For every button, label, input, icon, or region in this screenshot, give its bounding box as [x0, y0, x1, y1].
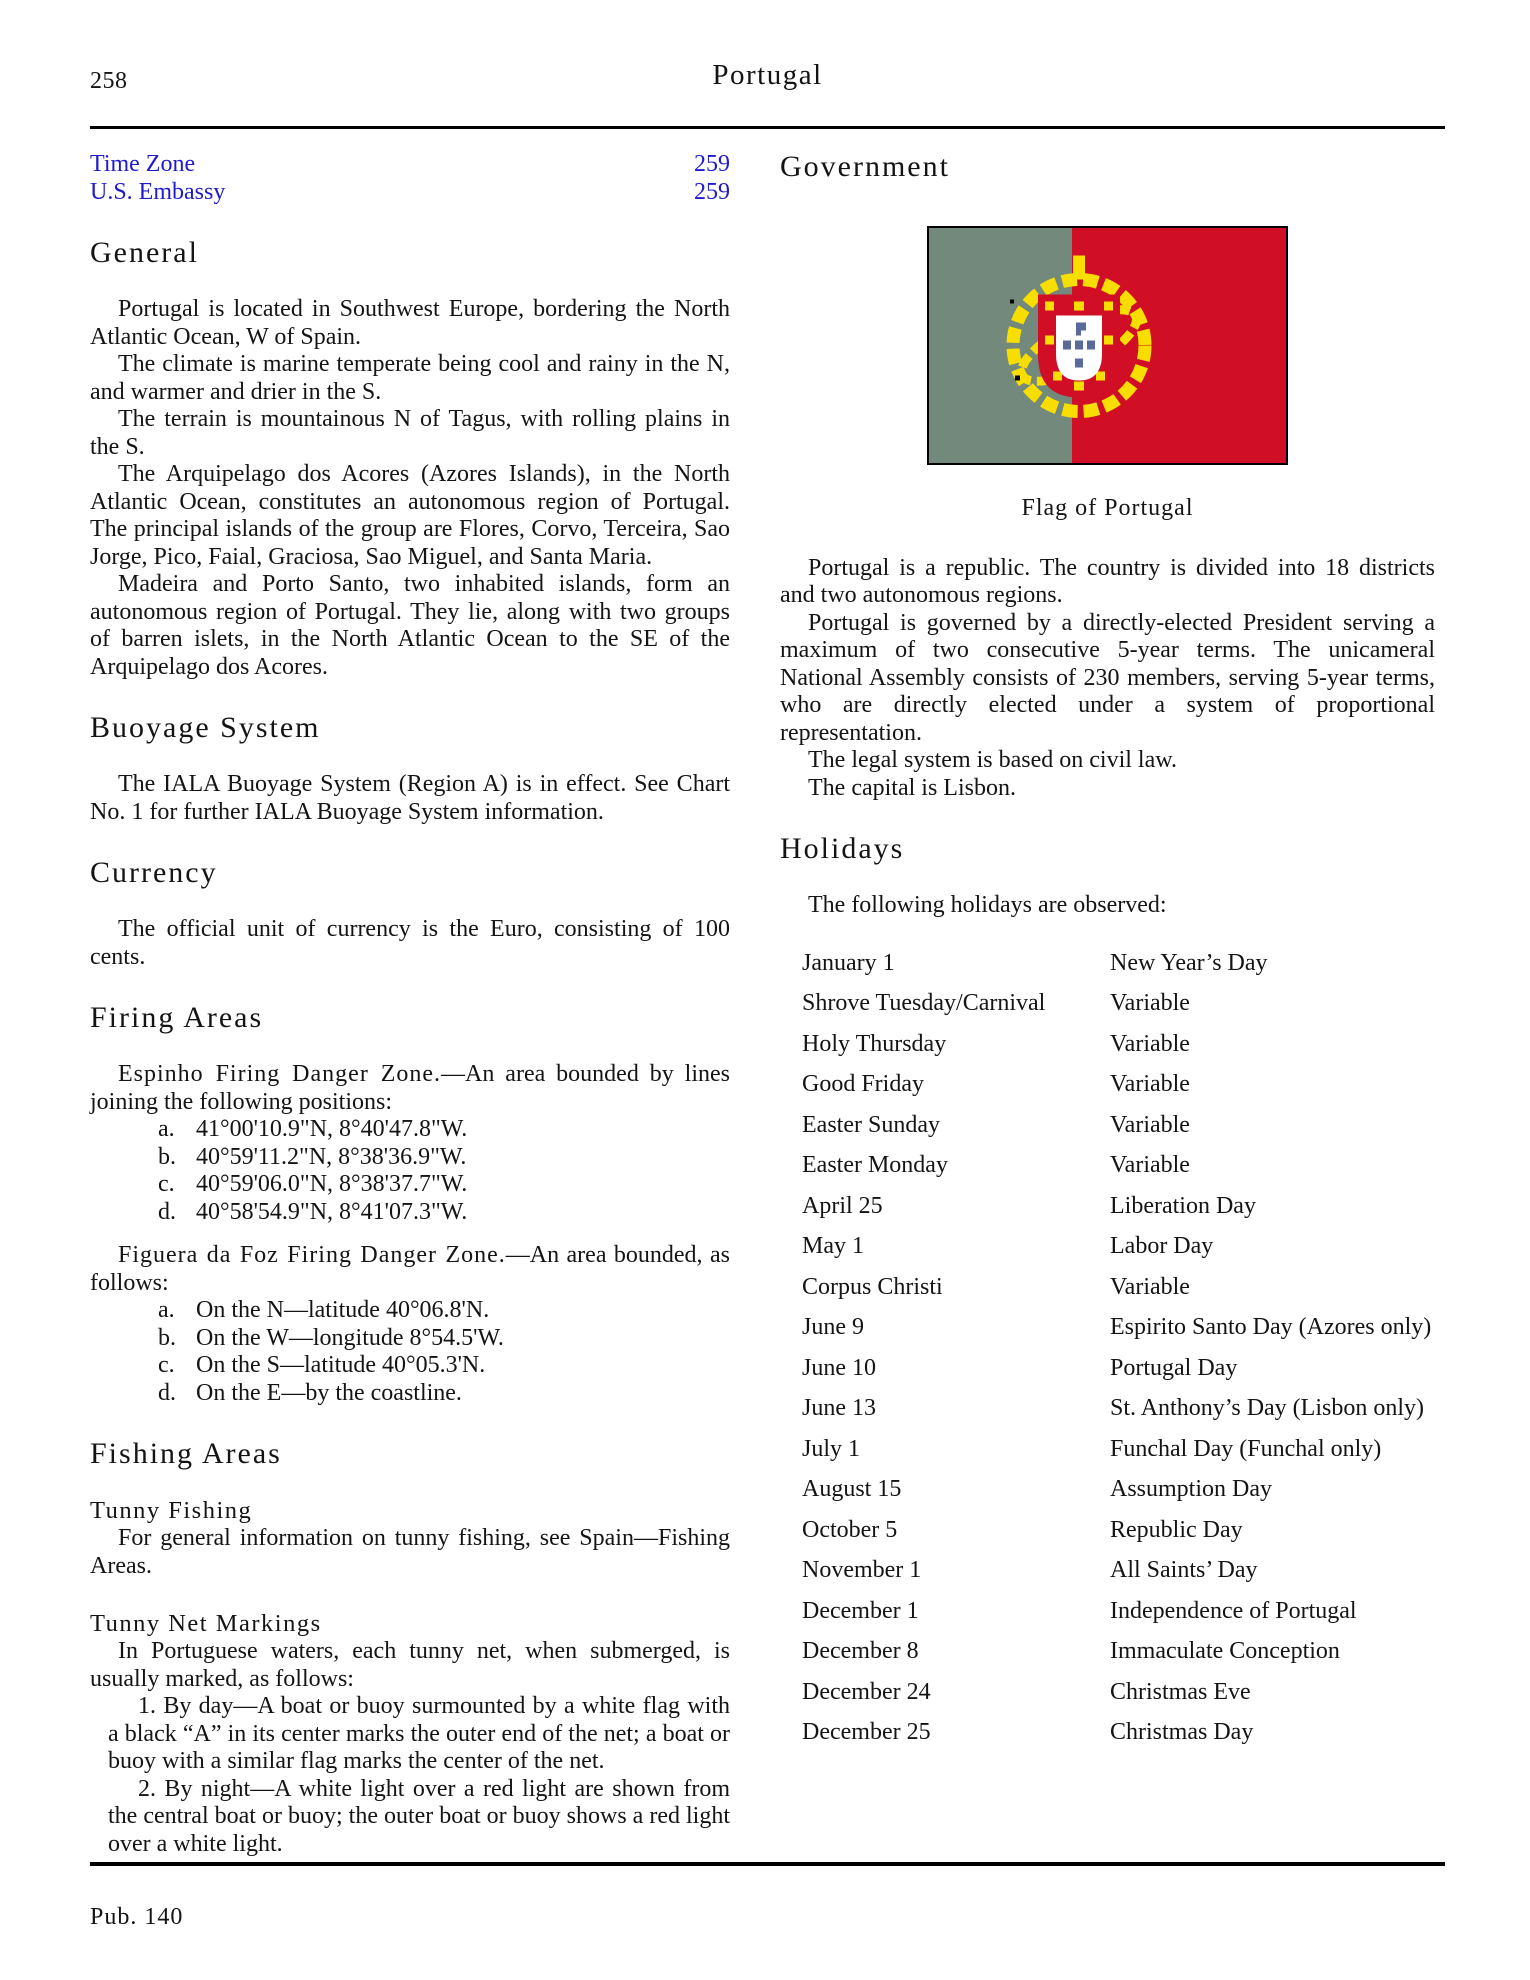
paragraph: The Arquipelago dos Acores (Azores Islands), in the North Atlantic Ocean, constitutes an autonomous region of Portugal. The principal islands of the group are Flores, Corvo, Terceira, Sao Jorge, Pico, Faial, Graciosa, Sao Miguel, and Santa Maria. [90, 461, 730, 570]
paragraph: The capital is Lisbon. [808, 774, 1016, 801]
tunny-fishing-paragraph: For general information on tunny fishing, see Spain—Fishing Areas. [90, 1525, 730, 1579]
figuera-position [158, 1352, 730, 1380]
holiday-name: Funchal Day (Funchal only) [1110, 1435, 1382, 1462]
flag-caption: Flag of Portugal [1021, 495, 1194, 521]
holiday-name: Christmas Day [1110, 1719, 1254, 1745]
holiday-name: Christmas Eve [1110, 1678, 1251, 1705]
holiday-date: August 15 [802, 1476, 902, 1502]
figuera-position [158, 1325, 730, 1353]
toc-row [90, 150, 730, 178]
holidays-intro: The following holidays are observed: [808, 892, 1167, 918]
publication-label: Pub. 140 [90, 1904, 184, 1930]
paragraph: The terrain is mountainous N of Tagus, with rolling plains in the S. [90, 406, 730, 460]
holiday-date: Holy Thursday [802, 1030, 947, 1057]
holiday-date: April 25 [802, 1192, 883, 1219]
holiday-date: Shrove Tuesday/Carnival [802, 990, 1046, 1016]
position-value: 40°58'54.9"N, 8°41'07.3"W. [196, 1198, 468, 1225]
toc-link[interactable]: U.S. Embassy [90, 179, 226, 205]
page-number: 258 [90, 68, 128, 94]
position-value: 40°59'06.0"N, 8°38'37.7"W. [196, 1171, 468, 1197]
holiday-name: Republic Day [1110, 1516, 1243, 1543]
espinho-position [158, 1144, 730, 1172]
subheading-tunny-net-markings: Tunny Net Markings [90, 1610, 322, 1637]
tunny-net-item: 1. By day—A boat or buoy surmounted by a white flag with a black “A” in its center marks the outer end of the net; a boat or buoy with a similar flag marks the center of the net. [108, 1693, 730, 1774]
holiday-name: Labor Day [1110, 1233, 1214, 1259]
holiday-date: December 25 [802, 1719, 931, 1745]
holiday-date: Easter Monday [802, 1152, 948, 1178]
section-heading-general: General [90, 236, 199, 269]
holiday-date: July 1 [802, 1435, 861, 1462]
holiday-name: Variable [1110, 1030, 1190, 1057]
holiday-date: June 13 [802, 1395, 876, 1421]
holiday-date: Good Friday [802, 1071, 924, 1097]
espinho-zone-rest: —An area bounded by lines joining the following positions: [90, 1061, 730, 1115]
tunny-net-item: 2. By night—A white light over a red light are shown from the central boat or buoy; the outer boat or buoy shows a red light over a white light. [108, 1775, 730, 1857]
figuera-zone-rest: —An area bounded, as follows: [90, 1242, 730, 1296]
holiday-name: Liberation Day [1110, 1192, 1256, 1219]
toc-row [90, 178, 730, 206]
figuera-position [158, 1380, 730, 1408]
portugal-flag-image [927, 226, 1288, 465]
holiday-name: Variable [1110, 1152, 1190, 1178]
figuera-zone-lead: Figuera da Foz Firing Danger Zone. [118, 1242, 506, 1268]
position-letter: c. [158, 1352, 175, 1378]
holidays-table [780, 950, 1435, 1747]
buoyage-paragraph: The IALA Buoyage System (Region A) is in effect. See Chart No. 1 for further IALA Buoyage System information. [90, 771, 730, 825]
holiday-name: Independence of Portugal [1110, 1597, 1357, 1624]
position-letter: b. [158, 1143, 176, 1170]
position-letter: b. [158, 1324, 176, 1351]
position-value: 41°00'10.9"N, 8°40'47.8"W. [196, 1116, 468, 1142]
paragraph: The legal system is based on civil law. [808, 747, 1178, 773]
holiday-date: Easter Sunday [802, 1111, 940, 1138]
holiday-name: Immaculate Conception [1110, 1638, 1340, 1664]
paragraph: Portugal is governed by a directly-elected President serving a maximum of two consecutive 5-year terms. The unicameral National Assembly consists of 230 members, serving 5-year terms, who are directly elected under a system of proportional representation. [780, 609, 1435, 746]
position-letter: d. [158, 1198, 176, 1225]
position-letter: a. [158, 1116, 175, 1142]
position-value: On the N—latitude 40°06.8'N. [196, 1297, 490, 1323]
tunny-net-intro: In Portuguese waters, each tunny net, when submerged, is usually marked, as follows: [90, 1638, 730, 1692]
position-letter: a. [158, 1297, 175, 1323]
page-footer [90, 1862, 1445, 1932]
subheading-tunny-fishing: Tunny Fishing [90, 1497, 253, 1524]
currency-paragraph: The official unit of currency is the Euro, consisting of 100 cents. [90, 916, 730, 970]
position-value: On the W—longitude 8°54.5'W. [196, 1324, 504, 1351]
position-value: On the E—by the coastline. [196, 1379, 462, 1406]
page-header [90, 59, 1445, 102]
holiday-date: June 9 [802, 1314, 864, 1340]
holiday-name: Variable [1110, 1111, 1190, 1138]
header-rule [90, 126, 1445, 129]
section-heading-buoyage: Buoyage System [90, 711, 321, 744]
left-column [90, 150, 730, 1858]
page-title: Portugal [712, 59, 823, 91]
tunny-net-items [90, 1693, 730, 1858]
general-paragraphs [90, 296, 730, 681]
section-heading-holidays: Holidays [780, 832, 905, 865]
holiday-name: New Year’s Day [1110, 949, 1268, 976]
holiday-date: Corpus Christi [802, 1273, 943, 1300]
holiday-date: December 1 [802, 1597, 919, 1624]
section-heading-fishing-areas: Fishing Areas [90, 1437, 282, 1470]
paragraph: Portugal is located in Southwest Europe, bordering the North Atlantic Ocean, W of Spain. [90, 296, 730, 350]
position-value: 40°59'11.2"N, 8°38'36.9"W. [196, 1143, 467, 1170]
two-column-body [90, 150, 1445, 1858]
holiday-name: Variable [1110, 1273, 1190, 1300]
holiday-date: October 5 [802, 1516, 898, 1543]
government-paragraphs [780, 555, 1435, 803]
right-column [780, 150, 1435, 1858]
figuera-position-list [90, 1297, 730, 1407]
holiday-date: November 1 [802, 1557, 922, 1583]
holiday-name: Variable [1110, 990, 1190, 1016]
paragraph: The climate is marine temperate being cool and rainy in the N, and warmer and drier in the S. [90, 351, 730, 405]
holiday-name: Assumption Day [1110, 1476, 1272, 1502]
holiday-name: St. Anthony’s Day (Lisbon only) [1110, 1395, 1425, 1421]
toc-link[interactable]: Time Zone [90, 151, 196, 177]
position-letter: d. [158, 1379, 176, 1406]
paragraph: Portugal is a republic. The country is divided into 18 districts and two autonomous regions. [780, 554, 1435, 608]
holiday-name: Espirito Santo Day (Azores only) [1110, 1314, 1432, 1340]
position-value: On the S—latitude 40°05.3'N. [196, 1352, 486, 1378]
section-heading-government: Government [780, 150, 950, 183]
holiday-name: Variable [1110, 1071, 1190, 1097]
section-heading-firing-areas: Firing Areas [90, 1001, 264, 1034]
espinho-position [158, 1199, 730, 1227]
espinho-position-list [90, 1116, 730, 1226]
section-heading-currency: Currency [90, 856, 218, 889]
espinho-zone-lead: Espinho Firing Danger Zone. [118, 1061, 442, 1087]
holiday-date: December 24 [802, 1678, 931, 1705]
figuera-zone-paragraph [90, 1242, 730, 1297]
holiday-date: January 1 [802, 949, 895, 976]
espinho-position [158, 1171, 730, 1199]
espinho-position [158, 1116, 730, 1144]
position-letter: c. [158, 1171, 175, 1197]
holiday-name: Portugal Day [1110, 1354, 1238, 1381]
toc-page-number[interactable]: 259 [694, 179, 730, 205]
paragraph: Madeira and Porto Santo, two inhabited islands, form an autonomous region of Portugal. They lie, along with two groups of barren islets, in the North Atlantic Ocean to the SE of the Arquipelago dos Acores. [90, 571, 730, 680]
figuera-position [158, 1297, 730, 1325]
espinho-zone-paragraph [90, 1061, 730, 1116]
toc-links [90, 150, 730, 206]
toc-page-number[interactable]: 259 [694, 151, 730, 177]
holiday-date: December 8 [802, 1638, 919, 1664]
holiday-date: May 1 [802, 1233, 864, 1259]
holiday-date: June 10 [802, 1354, 876, 1381]
holiday-name: All Saints’ Day [1110, 1557, 1258, 1583]
